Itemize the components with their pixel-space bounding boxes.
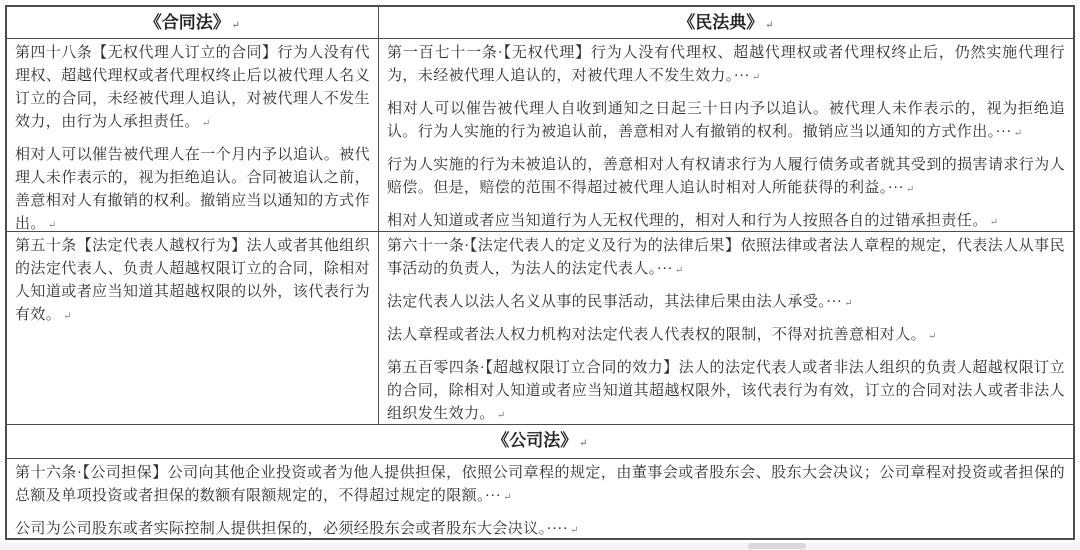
law-paragraph: 公司为公司股东或者实际控制人提供担保的，必须经股东会或者股东大会决议。···· ↵ [15, 521, 579, 537]
header-company-law-title: 《公司法》 ↵ [492, 431, 588, 450]
cell-contract-law-art48 [7, 39, 379, 232]
header-company-law [7, 425, 1073, 459]
header-civil-code-title: 《民法典》 ↵ [678, 13, 774, 32]
paragraph-mark-icon: ↵ [928, 331, 937, 342]
scrollbar-thumb[interactable] [748, 543, 806, 549]
law-paragraph: 第四十八条【无权代理人订立的合同】行为人没有代理权、超越代理权或者代理权终止后以被代理人名义订立的合同，未经被代理人追认，对被代理人不发生效力，由行为人承担责任。 ↵ [15, 45, 370, 130]
law-paragraph: 法人章程或者法人权力机构对法定代表人代表权的限制，不得对抗善意相对人。 ↵ [387, 327, 937, 343]
cell-contract-law-art50 [7, 232, 379, 425]
paragraph-mark-icon: ↵ [905, 184, 915, 195]
cell-civil-code-art171 [379, 39, 1073, 232]
law-paragraph: 第十六条·【公司担保】公司向其他企业投资或者为他人提供担保，依照公司章程的规定，由董事会或者股东会、股东大会决议；公司章程对投资或者担保的总额及单项投资或者担保的数额有限额规定的，不得超过规定的限额。··· ↵ [15, 465, 1065, 504]
law-paragraph: 法定代表人以法人名义从事的民事活动，其法律后果由法人承受。··· ↵ [387, 294, 854, 310]
paragraph-mark-icon: ↵ [201, 118, 211, 129]
paragraph-mark-icon: ↵ [496, 410, 506, 421]
law-paragraph: 相对人可以催告被代理人在一个月内予以追认。被代理人未作表示的，视为拒绝追认。合同被追认之前，善意相对人有撤销的权利。撤销应当以通知的方式作出。 ↵ [15, 147, 370, 232]
paragraph-mark-icon: ↵ [751, 72, 761, 83]
page-edge [0, 543, 1080, 550]
header-contract-law [7, 7, 379, 39]
law-comparison-table [5, 5, 1075, 540]
law-paragraph: 行为人实施的行为未被追认的，善意相对人有权请求行为人履行债务或者就其受到的损害请求行为人赔偿。但是，赔偿的范围不得超过被代理人追认时相对人所能获得的利益。··· ↵ [387, 157, 1065, 196]
law-paragraph: 第五十条【法定代表人越权行为】法人或者其他组织的法定代表人、负责人超越权限订立的合同，除相对人知道或者应当知道其超越权限的以外，该代表行为有效。 ↵ [15, 238, 370, 323]
paragraph-mark-icon: ↵ [63, 311, 72, 322]
header-contract-law-title: 《合同法》 ↵ [144, 13, 241, 32]
paragraph-mark-icon: ↵ [570, 525, 579, 536]
law-paragraph: 相对人可以催告被代理人自收到通知之日起三十日内予以追认。被代理人未作表示的，视为拒绝追认。行为人实施的行为被追认前，善意相对人有撤销的权利。撤销应当以通知的方式作出。··· ↵ [387, 101, 1065, 140]
header-civil-code [379, 7, 1073, 39]
paragraph-mark-icon: ↵ [47, 220, 57, 231]
paragraph-mark-icon: ↵ [989, 217, 999, 228]
paragraph-mark-icon: ↵ [503, 492, 512, 503]
law-paragraph: 第六十一条·【法定代表人的定义及行为的法律后果】依照法律或者法人章程的规定，代表法人从事民事活动的负责人，为法人的法定代表人。··· ↵ [387, 238, 1065, 277]
paragraph-mark-icon: ↵ [1013, 128, 1023, 139]
law-paragraph: 相对人知道或者应当知道行为人无权代理的，相对人和行为人按照各自的过错承担责任。 ↵ [387, 213, 999, 229]
law-paragraph: 第五百零四条·【超越权限订立合同的效力】法人的法定代表人或者非法人组织的负责人超越权限订立的合同，除相对人知道或者应当知道其超越权限外，该代表行为有效，订立的合同对法人或者非法人组织发生效力。 ↵ [387, 360, 1065, 422]
cell-civil-code-art61-504 [379, 232, 1073, 425]
paragraph-mark-icon: ↵ [674, 265, 684, 276]
law-paragraph: 第一百七十一条·【无权代理】行为人没有代理权、超越代理权或者代理权终止后，仍然实施代理行为，未经被代理人追认的，对被代理人不发生效力。··· ↵ [387, 45, 1065, 84]
paragraph-mark-icon: ↵ [579, 438, 588, 449]
cell-company-law-art16 [7, 459, 1073, 538]
paragraph-mark-icon: ↵ [844, 298, 854, 309]
paragraph-mark-icon: ↵ [231, 20, 241, 31]
paragraph-mark-icon: ↵ [765, 20, 774, 31]
